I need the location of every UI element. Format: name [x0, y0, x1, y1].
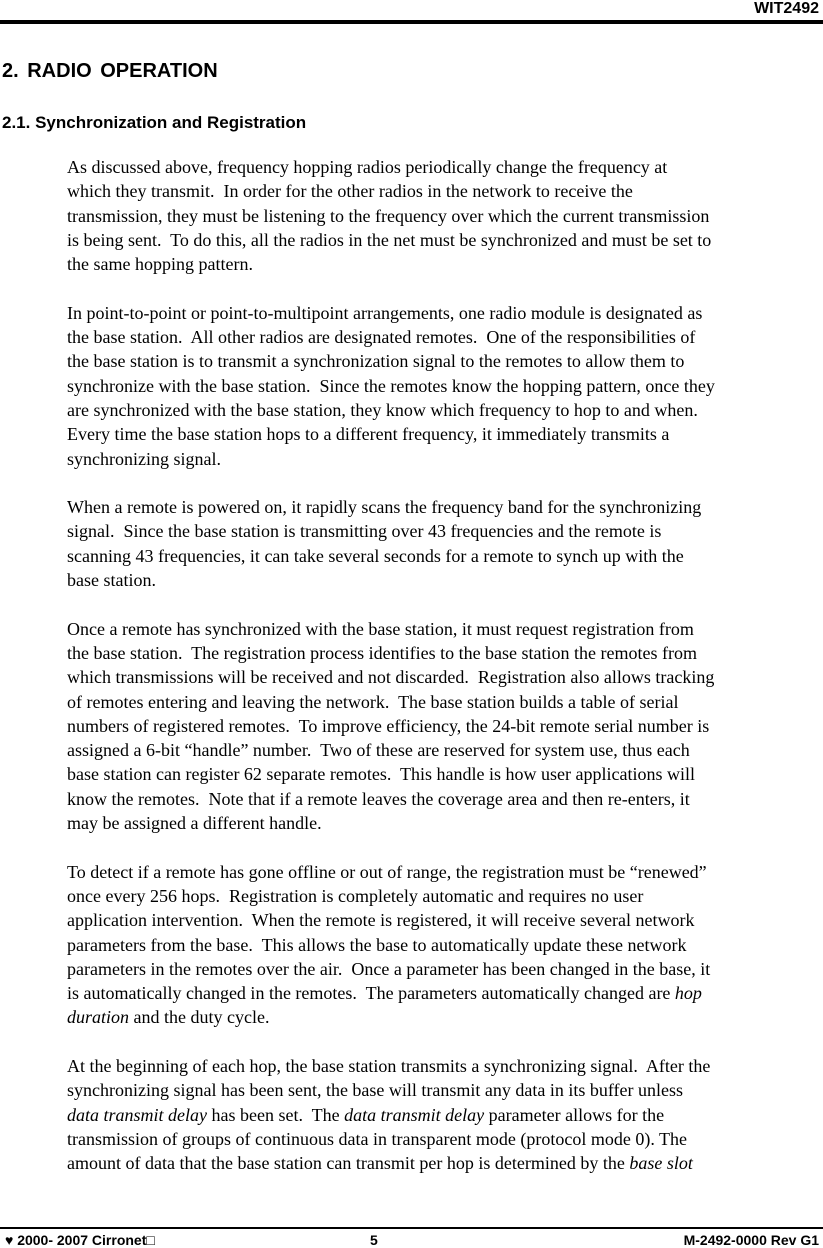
text-line — [67, 957, 715, 981]
text-line — [67, 228, 715, 252]
text-line — [67, 617, 715, 641]
header-rule — [0, 20, 823, 24]
text-segment: may be assigned a different handle. — [67, 813, 322, 834]
italic-term: data transmit delay — [344, 1104, 485, 1125]
header-doc-id: WIT2492 — [754, 0, 819, 17]
paragraph — [67, 1054, 715, 1175]
text-line — [67, 714, 715, 738]
body-text — [67, 155, 715, 1200]
text-line — [67, 641, 715, 665]
text-line — [67, 908, 715, 932]
text-segment: which transmissions will be received and not discarded. Registration also allows tracking — [67, 667, 715, 688]
text-line — [67, 981, 715, 1005]
text-segment: is being sent. To do this, all the radios in the net must be synchronized and must be set to — [67, 229, 712, 250]
text-line — [67, 933, 715, 957]
footer-page-number: 5 — [370, 1232, 378, 1248]
text-segment: which they transmit. In order for the other radios in the network to receive the — [67, 181, 633, 202]
italic-term: duration — [67, 1007, 130, 1028]
text-line — [67, 1151, 715, 1175]
text-segment: When a remote is powered on, it rapidly scans the frequency band for the synchronizing — [67, 497, 702, 518]
text-segment: transmission of groups of continuous data in transparent mode (protocol mode 0). The — [67, 1128, 688, 1149]
italic-term: hop — [674, 983, 702, 1004]
paragraph — [67, 301, 715, 471]
text-segment: synchronizing signal has been sent, the base will transmit any data in its buffer unless — [67, 1080, 684, 1101]
text-segment: base station. — [67, 570, 156, 591]
text-line — [67, 1078, 715, 1102]
text-segment: has been set. The — [207, 1104, 345, 1125]
text-segment: amount of data that the base station can transmit per hop is determined by the — [67, 1153, 630, 1174]
text-segment: Every time the base station hops to a different frequency, it immediately transmits a — [67, 424, 670, 445]
text-segment: transmission, they must be listening to the frequency over which the current transmission — [67, 205, 710, 226]
text-segment: is automatically changed in the remotes. The parameters automatically changed are — [67, 983, 675, 1004]
paragraph — [67, 617, 715, 836]
text-segment: synchronizing signal. — [67, 448, 221, 469]
text-segment: Once a remote has synchronized with the base station, it must request registration from — [67, 618, 694, 639]
text-line — [67, 301, 715, 325]
text-segment: synchronize with the base station. Since the remotes know the hopping pattern, once they — [67, 375, 715, 396]
text-segment: assigned a 6-bit “handle” number. Two of these are reserved for system use, thus each — [67, 740, 690, 761]
text-line — [67, 738, 715, 762]
text-segment: the same hopping pattern. — [67, 254, 253, 275]
text-segment: numbers of registered remotes. To improve efficiency, the 24-bit remote serial number is — [67, 715, 710, 736]
text-line — [67, 495, 715, 519]
text-line — [67, 690, 715, 714]
text-line — [67, 398, 715, 422]
text-line — [67, 155, 715, 179]
text-line — [67, 1054, 715, 1078]
text-line — [67, 665, 715, 689]
subsection-title: 2.1. Synchronization and Registration — [2, 113, 307, 132]
text-line — [67, 1127, 715, 1151]
paragraph — [67, 860, 715, 1030]
text-segment: know the remotes. Note that if a remote leaves the coverage area and then re-enters, it — [67, 788, 690, 809]
text-line — [67, 325, 715, 349]
text-segment: the base station is to transmit a synchronization signal to the remotes to allow them to — [67, 351, 685, 372]
text-line — [67, 374, 715, 398]
text-line — [67, 1005, 715, 1029]
text-segment: As discussed above, frequency hopping radios periodically change the frequency at — [67, 157, 668, 177]
italic-term: data transmit delay — [67, 1104, 207, 1125]
text-segment: once every 256 hops. Registration is completely automatic and requires no user — [67, 885, 644, 906]
text-line — [67, 860, 715, 884]
text-line — [67, 884, 715, 908]
text-segment: To detect if a remote has gone offline or out of range, the registration must be “renewed” — [67, 861, 707, 882]
section-title: 2. RADIO OPERATION — [2, 60, 218, 82]
text-line — [67, 252, 715, 276]
text-line — [67, 349, 715, 373]
text-segment: and the duty cycle. — [129, 1007, 270, 1028]
text-segment: of remotes entering and leaving the network. The base station builds a table of serial — [67, 691, 679, 712]
text-segment: parameters in the remotes over the air. Once a parameter has been changed in the base, it — [67, 958, 711, 979]
text-segment: application intervention. When the remote is registered, it will receive several network — [67, 910, 695, 931]
text-segment: the base station. The registration process identifies to the base station the remotes from — [67, 642, 697, 663]
footer-doc-rev: M-2492-0000 Rev G1 — [683, 1232, 819, 1248]
text-line — [67, 519, 715, 543]
text-line — [67, 1103, 715, 1127]
text-line — [67, 787, 715, 811]
text-line — [67, 762, 715, 786]
text-segment: base station can register 62 separate remotes. This handle is how user applications will — [67, 764, 695, 785]
italic-term: base slot — [629, 1153, 693, 1174]
text-line — [67, 544, 715, 568]
text-segment: In point-to-point or point-to-multipoint arrangements, one radio module is designated as — [67, 302, 703, 323]
text-line — [67, 568, 715, 592]
text-segment: signal. Since the base station is transmitting over 43 frequencies and the remote is — [67, 521, 662, 542]
text-line — [67, 204, 715, 228]
text-segment: parameters from the base. This allows the base to automatically update these network — [67, 934, 687, 955]
text-segment: parameter allows for the — [484, 1104, 665, 1125]
text-segment: At the beginning of each hop, the base station transmits a synchronizing signal. After the — [67, 1055, 711, 1076]
text-segment: are synchronized with the base station, they know which frequency to hop to and when. — [67, 399, 698, 420]
footer-copyright: ♥ 2000- 2007 Cirronet□ — [5, 1232, 155, 1248]
text-line — [67, 447, 715, 471]
text-segment: scanning 43 frequencies, it can take several seconds for a remote to synch up with the — [67, 545, 684, 566]
text-line — [67, 179, 715, 203]
footer-rule — [0, 1227, 823, 1229]
text-line — [67, 811, 715, 835]
text-line — [67, 422, 715, 446]
text-segment: the base station. All other radios are designated remotes. One of the responsibilities of — [67, 327, 696, 348]
paragraph — [67, 155, 715, 276]
paragraph — [67, 495, 715, 592]
